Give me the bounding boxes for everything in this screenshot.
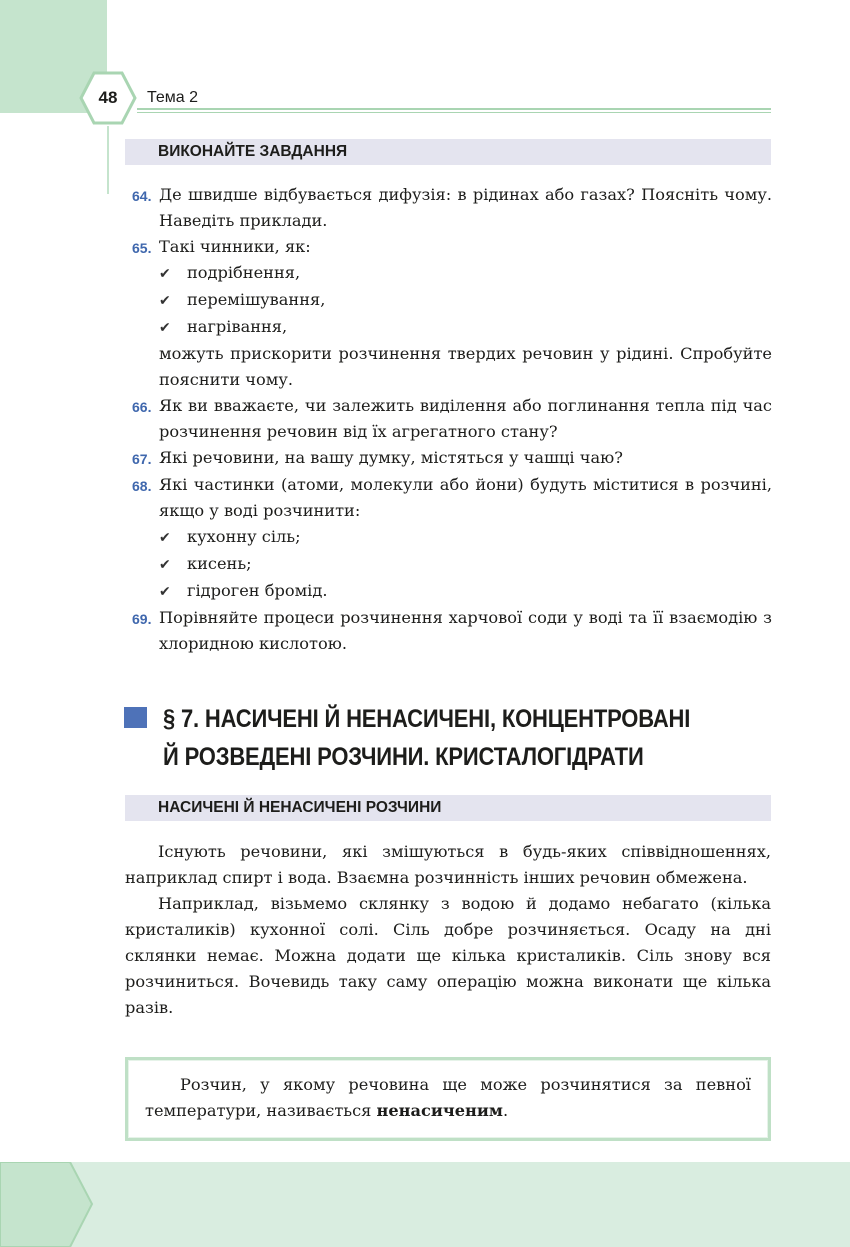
header-rule-thin: [137, 112, 771, 113]
task-continuation: можуть прискорити розчинення твердих речовин у рідині. Спробуйте пояснити чому.: [159, 344, 772, 389]
body-text: [125, 839, 771, 1021]
task-number: 64.: [132, 188, 152, 204]
task-number: 66.: [132, 399, 152, 415]
paragraph-title-line2: Й РОЗВЕДЕНІ РОЗЧИНИ. КРИСТАЛОГІДРАТИ: [163, 743, 644, 771]
check-icon: ✔: [159, 320, 171, 336]
task-number: 67.: [132, 451, 152, 467]
paragraph: Наприклад, візьмемо склянку з водою й додамо небагато (кілька кристаликів) кухонної солі. Сіль добре розчиняється. Осаду на дні склянки немає. Можна додати ще кілька кристаликів. Сіль знову вся розчиниться. Вочевидь таку саму операцію можна виконати ще кілька разів.: [125, 894, 771, 1017]
page-number: 48: [98, 88, 118, 107]
definition-text: Розчин, у якому речовина ще може розчинятися за певної температури, називається ненасиченим.: [145, 1075, 751, 1120]
check-icon: ✔: [159, 557, 171, 573]
definition-box: [125, 1057, 771, 1141]
list-item: ✔ кухонну сіль;: [159, 524, 772, 551]
bullet-list: [159, 524, 772, 605]
tasks-heading: ВИКОНАЙТЕ ЗАВДАННЯ: [125, 139, 771, 165]
list-item: ✔ кисень;: [159, 551, 772, 578]
task-68: [132, 472, 772, 605]
definition-term: ненасиченим: [376, 1101, 503, 1120]
task-69: [132, 605, 772, 657]
bullet-list: [159, 260, 772, 341]
check-icon: ✔: [159, 266, 171, 282]
task-list: [132, 182, 772, 657]
list-item: ✔ нагрівання,: [159, 314, 772, 341]
topic-label: Тема 2: [147, 89, 199, 106]
task-text: Які частинки (атоми, молекули або йони) будуть міститися в розчині, якщо у воді розчинити:: [159, 475, 772, 520]
task-number: 69.: [132, 611, 152, 627]
blue-square-icon: [124, 707, 147, 728]
task-text: Такі чинники, як:: [159, 237, 311, 256]
task-64: [132, 182, 772, 234]
footer-band: [0, 1162, 850, 1247]
task-text: Як ви вважаєте, чи залежить виділення або поглинання тепла під час розчинення речовин від їх агрегатного стану?: [159, 396, 772, 441]
check-icon: ✔: [159, 293, 171, 309]
subsection-heading: НАСИЧЕНІ Й НЕНАСИЧЕНІ РОЗЧИНИ: [125, 795, 771, 821]
task-number: 65.: [132, 240, 152, 256]
task-65: [132, 234, 772, 393]
check-icon: ✔: [159, 584, 171, 600]
task-66: [132, 393, 772, 445]
task-text: Порівняйте процеси розчинення харчової соди у воді та її взаємодію з хлоридною кислотою.: [159, 608, 772, 653]
paragraph-title: [163, 700, 709, 776]
footer-arrow-decoration: [0, 1162, 95, 1247]
task-text: Які речовини, на вашу думку, містяться у чашці чаю?: [159, 448, 623, 467]
paragraph: Існують речовини, які змішуються в будь-яких співвідношеннях, наприклад спирт і вода. Взаємна розчинність інших речовин обмежена.: [125, 842, 771, 887]
task-number: 68.: [132, 478, 152, 494]
list-item: ✔ гідроген бромід.: [159, 578, 772, 605]
list-item: ✔ подрібнення,: [159, 260, 772, 287]
check-icon: ✔: [159, 530, 171, 546]
header-rule: [137, 108, 771, 110]
task-text: Де швидше відбувається дифузія: в рідинах або газах? Поясніть чому. Наведіть приклади.: [159, 185, 772, 230]
list-item: ✔ перемішування,: [159, 287, 772, 314]
vertical-rule: [107, 126, 109, 194]
task-67: [132, 445, 772, 472]
paragraph-title-line1: § 7. НАСИЧЕНІ Й НЕНАСИЧЕНІ, КОНЦЕНТРОВАНІ: [163, 705, 691, 733]
